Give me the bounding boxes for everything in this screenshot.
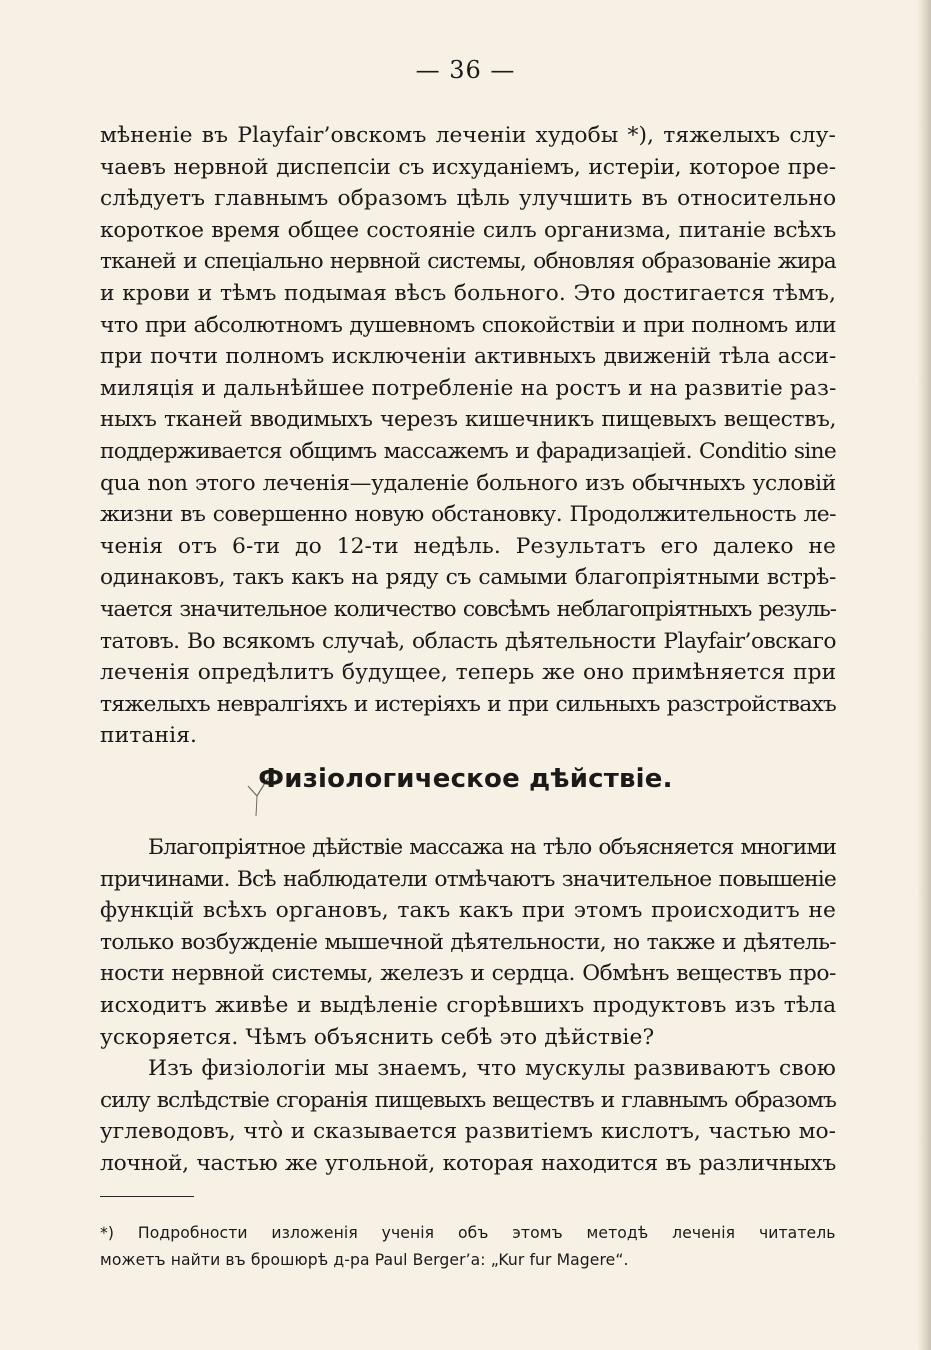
- text-line: поддерживается общимъ массажемъ и фарадизаціей. Conditio sine: [100, 438, 836, 464]
- text-line: ныхъ тканей вводимыхъ черезъ кишечникъ пищевыхъ веществъ,: [100, 407, 836, 433]
- text-line: чается значительное количество совсѣмъ неблагопріятныхъ резуль-: [100, 596, 836, 622]
- text-line: и крови и тѣмъ подымая вѣсъ больного. Это достигается тѣмъ,: [100, 280, 837, 306]
- text-line: при почти полномъ исключеніи активныхъ движеній тѣла асси-: [100, 344, 836, 370]
- text-line: силу вслѣдствіе сгоранія пищевыхъ веществъ и главнымъ образомъ: [100, 1087, 836, 1113]
- footnote-line: можетъ найти въ брошюрѣ д-ра Paul Berger’a: „Kur fur Magere“.: [100, 1251, 629, 1269]
- text-line: чаевъ нервной диспепсіи съ исхуданіемъ, истеріи, которое пре-: [100, 154, 836, 180]
- page-edge-shadow: [917, 0, 931, 1350]
- text-line: Изъ физіологіи мы знаемъ, что мускулы развиваютъ свою: [148, 1056, 836, 1082]
- text-line: одинаковъ, такъ какъ на ряду съ самыми благопріятными встрѣ-: [100, 565, 836, 591]
- text-line: слѣдуетъ главнымъ образомъ цѣль улучшить въ относительно: [100, 186, 837, 212]
- text-line: что при абсолютномъ душевномъ спокойствіи и при полномъ или: [100, 312, 836, 338]
- text-line: функцій всѣхъ органовъ, такъ какъ при этомъ происходитъ не: [100, 898, 836, 924]
- footnote-line: *) Подробности изложенія ученія объ этомъ методѣ леченія читатель: [100, 1224, 836, 1242]
- text-line: ускоряется. Чѣмъ объяснить себѣ это дѣйствіе?: [100, 1024, 655, 1050]
- section-heading: Физіологическое дѣйствіе.: [258, 764, 673, 794]
- text-line: тканей и спеціально нервной системы, обновляя образованіе жира: [100, 249, 836, 275]
- text-line: Благопріятное дѣйствіе массажа на тѣло объясняется многими: [148, 835, 836, 860]
- footnote: [100, 1220, 836, 1274]
- text-line: татовъ. Во всякомъ случаѣ, область дѣятельности Playfair’овскаго: [100, 628, 836, 654]
- text-line: питанія.: [100, 723, 198, 749]
- page-number: — 36 —: [415, 56, 516, 84]
- text-line: ченія отъ 6-ти до 12-ти недѣль. Результатъ его далеко не: [100, 533, 836, 559]
- text-line: жизни въ совершенно новую обстановку. Продолжительность ле-: [100, 502, 836, 528]
- text-line: ности нервной системы, железъ и сердца. Обмѣнъ веществъ про-: [100, 961, 836, 987]
- text-line: миляція и дальнѣйшее потребленіе на ростъ и на развитіе раз-: [100, 375, 837, 401]
- text-line: лочной, частью же угольной, которая находится въ различныхъ: [100, 1150, 836, 1176]
- text-line: леченія опредѣлитъ будущее, теперь же оно примѣняется при: [100, 660, 837, 686]
- paragraph-2: [100, 832, 836, 1180]
- text-line: углеводовъ, что̀ и сказывается развитіемъ кислотъ, частью мо-: [100, 1119, 836, 1145]
- paragraph-1: [100, 120, 836, 752]
- text-line: qua non этого леченія—удаленіе больного изъ обычныхъ условій: [100, 470, 836, 496]
- text-line: короткое время общее состояніе силъ организма, питаніе всѣхъ: [100, 217, 836, 243]
- text-line: исходитъ живѣе и выдѣленіе сгорѣвшихъ продуктовъ изъ тѣла: [100, 992, 837, 1018]
- text-line: тяжелыхъ невралгіяхъ и истеріяхъ и при сильныхъ разстройствахъ: [100, 691, 836, 717]
- text-line: мѣненіе въ Playfair’овскомъ леченіи худобы *), тяжелыхъ слу-: [100, 123, 836, 148]
- text-line: только возбужденіе мышечной дѣятельности, но также и дѣятель-: [100, 929, 836, 955]
- text-line: причинами. Всѣ наблюдатели отмѣчаютъ значительное повышеніе: [100, 866, 836, 892]
- footnote-divider: [100, 1196, 194, 1197]
